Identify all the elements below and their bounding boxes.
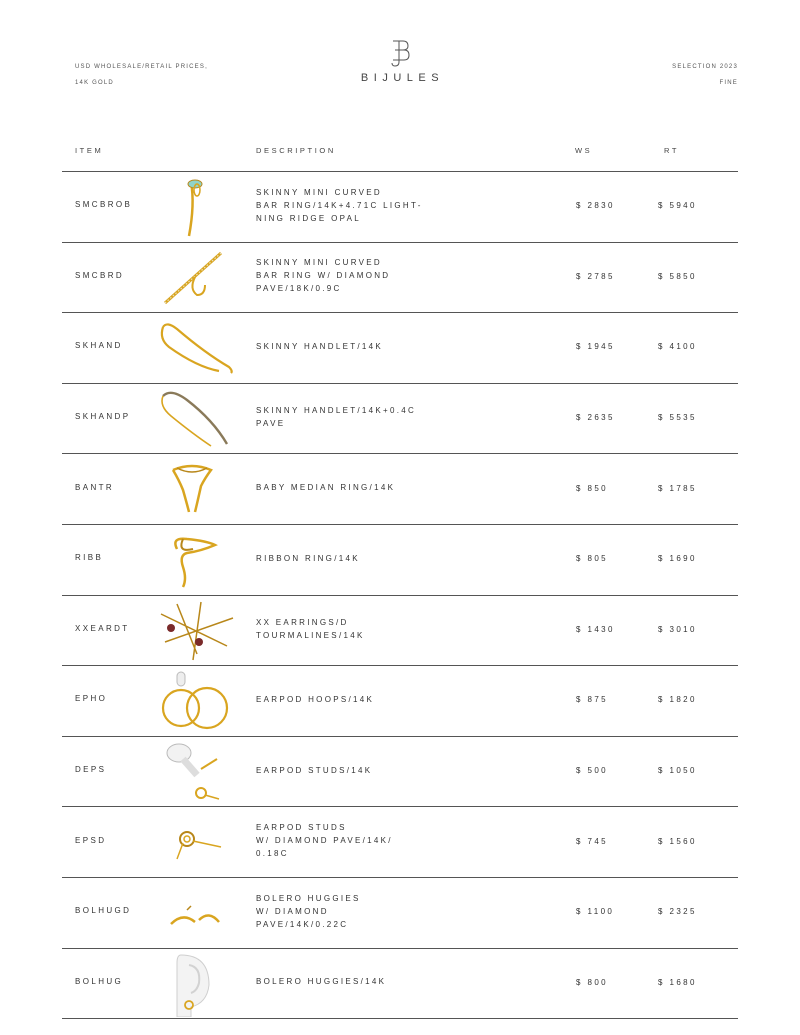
item-description: [256, 340, 456, 353]
description-line: PAVE/18K/0.9C: [256, 284, 342, 294]
retail-price: $ 5850: [658, 271, 697, 281]
item-code: RIBB: [75, 553, 104, 563]
description-line: XX EARRINGS/D: [256, 617, 349, 627]
wholesale-price: $ 500: [576, 766, 609, 776]
item-description: [256, 186, 456, 225]
wholesale-price: $ 875: [576, 695, 609, 705]
item-description: [256, 693, 456, 706]
table-row: [62, 736, 738, 807]
table-row: [62, 453, 738, 524]
product-thumbnail: [157, 245, 237, 316]
product-thumbnail: [157, 174, 237, 245]
column-header-item: ITEM: [75, 146, 104, 155]
metal-note: 14K GOLD: [75, 80, 114, 86]
item-code: EPSD: [75, 835, 107, 845]
retail-price: $ 1785: [658, 483, 697, 493]
retail-price: $ 4100: [658, 342, 697, 352]
wholesale-price: $ 1430: [576, 624, 615, 634]
earpod-studs-diamond-icon: [157, 809, 237, 875]
description-line: RIBBON RING/14K: [256, 553, 360, 563]
earpod-studs-icon: [157, 739, 237, 805]
description-line: SKINNY MINI CURVED: [256, 187, 383, 197]
table-row: [62, 665, 738, 736]
curved-bar-ring-opal-icon: [157, 174, 227, 240]
column-header-ws: WS: [575, 146, 593, 155]
wholesale-price: $ 805: [576, 554, 609, 564]
brand-logo: [340, 38, 460, 84]
table-divider: [62, 1018, 738, 1019]
wholesale-price: $ 800: [576, 977, 609, 987]
item-code: XXEARDT: [75, 623, 130, 633]
item-code: SKHAND: [75, 341, 123, 351]
item-code: BOLHUG: [75, 976, 124, 986]
table-row: [62, 877, 738, 948]
category-label: FINE: [719, 80, 738, 86]
description-line: BOLERO HUGGIES/14K: [256, 977, 387, 987]
retail-price: $ 5940: [658, 201, 697, 211]
description-line: BOLERO HUGGIES: [256, 893, 361, 903]
description-line: W/ DIAMOND PAVE/14K/: [256, 836, 393, 846]
description-line: TOURMALINES/14K: [256, 630, 365, 640]
product-thumbnail: [157, 598, 237, 669]
item-description: [256, 975, 456, 988]
table-row: [62, 242, 738, 313]
wholesale-price: $ 1100: [576, 907, 615, 917]
column-header-description: DESCRIPTION: [256, 146, 336, 155]
median-ring-icon: [157, 456, 227, 522]
description-line: BAR RING/14K+4.71C LIGHT-: [256, 200, 423, 210]
item-description: [256, 892, 456, 931]
product-thumbnail: [157, 386, 237, 457]
wholesale-price: $ 1945: [576, 342, 615, 352]
description-line: W/ DIAMOND: [256, 906, 329, 916]
table-row: [62, 948, 738, 1019]
item-description: [256, 821, 456, 860]
retail-price: $ 1820: [658, 695, 697, 705]
wholesale-price: $ 745: [576, 836, 609, 846]
item-code: EPHO: [75, 694, 108, 704]
product-thumbnail: [157, 951, 237, 1022]
table-row: [62, 312, 738, 383]
table-row: [62, 524, 738, 595]
product-thumbnail: [157, 456, 237, 527]
retail-price: $ 3010: [658, 624, 697, 634]
table-row: [62, 171, 738, 242]
ribbon-ring-icon: [157, 527, 227, 593]
description-line: SKINNY HANDLET/14K: [256, 341, 384, 351]
wholesale-price: $ 850: [576, 483, 609, 493]
bolero-huggies-diamond-icon: [157, 880, 237, 946]
item-code: BOLHUGD: [75, 906, 132, 916]
item-code: SKHANDP: [75, 412, 131, 422]
product-thumbnail: [157, 315, 237, 380]
selection-label: SELECTION 2023: [672, 64, 738, 70]
retail-price: $ 1050: [658, 766, 697, 776]
bj-monogram-icon: [389, 38, 411, 68]
description-line: EARPOD STUDS: [256, 823, 347, 833]
product-thumbnail: [157, 527, 237, 598]
item-description: [256, 764, 456, 777]
pave-cuff-bracelet-icon: [157, 386, 237, 452]
product-thumbnail: [157, 880, 237, 951]
description-line: 0.18C: [256, 849, 289, 859]
item-code: SMCBROB: [75, 200, 133, 210]
wholesale-price: $ 2785: [576, 271, 615, 281]
retail-price: $ 1690: [658, 554, 697, 564]
retail-price: $ 2325: [658, 907, 697, 917]
item-description: [256, 256, 456, 295]
description-line: PAVE/14K/0.22C: [256, 919, 349, 929]
item-description: [256, 481, 456, 494]
cuff-bracelet-icon: [157, 315, 237, 375]
earpod-hoops-icon: [157, 668, 237, 734]
description-line: SKINNY MINI CURVED: [256, 258, 383, 268]
xx-earrings-icon: [157, 598, 237, 664]
description-line: PAVE: [256, 419, 286, 429]
curved-bar-ring-diamond-icon: [157, 245, 227, 311]
item-code: DEPS: [75, 765, 107, 775]
description-line: BABY MEDIAN RING/14K: [256, 483, 396, 493]
item-code: BANTR: [75, 482, 115, 492]
item-description: [256, 616, 456, 642]
table-row: [62, 595, 738, 666]
item-description: [256, 404, 456, 430]
retail-price: $ 1680: [658, 977, 697, 987]
description-line: EARPOD HOOPS/14K: [256, 694, 375, 704]
table-row: [62, 383, 738, 454]
column-header-rt: RT: [664, 146, 680, 155]
price-note: USD WHOLESALE/RETAIL PRICES,: [75, 64, 208, 70]
table-row: [62, 806, 738, 877]
wholesale-price: $ 2830: [576, 201, 615, 211]
description-line: BAR RING W/ DIAMOND: [256, 271, 391, 281]
product-thumbnail: [157, 809, 237, 880]
bolero-huggies-icon: [157, 951, 237, 1017]
description-line: NING RIDGE OPAL: [256, 213, 362, 223]
retail-price: $ 1560: [658, 836, 697, 846]
description-line: SKINNY HANDLET/14K+0.4C: [256, 406, 417, 416]
product-thumbnail: [157, 739, 237, 810]
description-line: EARPOD STUDS/14K: [256, 765, 373, 775]
retail-price: $ 5535: [658, 413, 697, 423]
brand-name: BIJULES: [360, 72, 445, 84]
wholesale-price: $ 2635: [576, 413, 615, 423]
item-code: SMCBRD: [75, 270, 125, 280]
item-description: [256, 552, 456, 565]
product-thumbnail: [157, 668, 237, 739]
